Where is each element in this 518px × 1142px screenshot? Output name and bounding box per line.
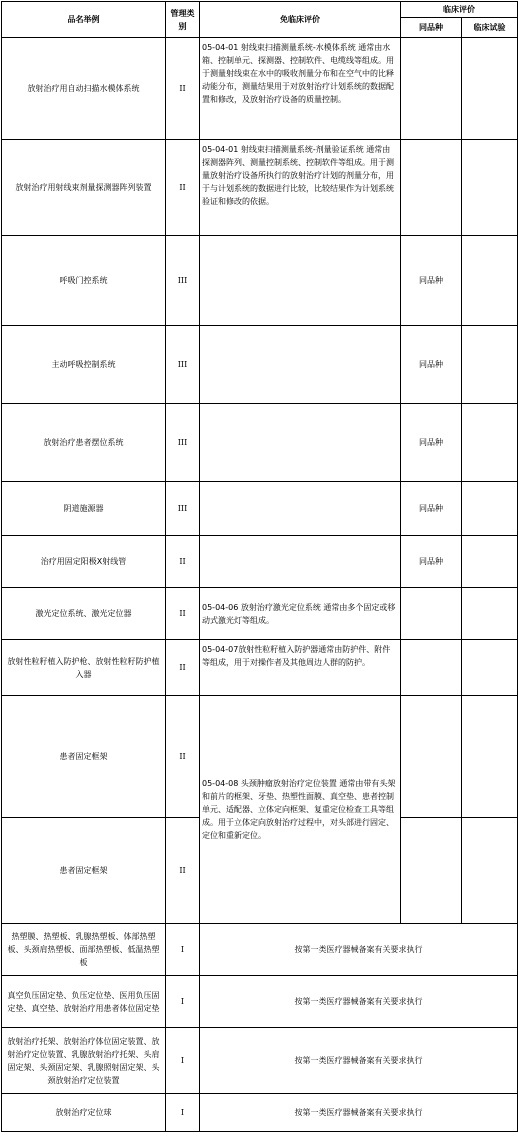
row-name: 放射治疗患者摆位系统 [2, 404, 166, 482]
table-row [2, 38, 518, 140]
row-class: II [166, 696, 200, 818]
table-row [2, 640, 518, 696]
table-row [2, 696, 518, 818]
header-name: 品名举例 [2, 2, 166, 38]
row-trial [462, 696, 518, 818]
row-desc [200, 482, 401, 536]
row-class: II [166, 536, 200, 588]
table-row [2, 1094, 518, 1132]
table-row [2, 404, 518, 482]
row-name: 激光定位系统、激光定位器 [2, 588, 166, 640]
row-class: I [166, 976, 200, 1028]
row-desc [200, 236, 401, 326]
table-row [2, 482, 518, 536]
header-exempt: 免临床评价 [200, 2, 401, 38]
row-same [401, 818, 462, 924]
row-desc: 05-04-07放射性粒籽植入防护器通常由防护件、附件等组成，用于对操作者及其他周边人群的防护。 [200, 640, 401, 696]
header-clinical-eval: 临床评价 [401, 2, 518, 18]
row-same: 同品种 [401, 536, 462, 588]
row-trial [462, 588, 518, 640]
table-row [2, 236, 518, 326]
row-trial [462, 640, 518, 696]
row-name: 患者固定框架 [2, 696, 166, 818]
row-desc: 05-04-01 射线束扫描测量系统-剂量验证系统 通常由探测器阵列、测量控制系统、控制软件等组成。用于测量放射治疗设备所执行的放射治疗计划的剂量分布，用于与计划系统的数据进行比较，比较结果作为计划系统验证和修改的依据。 [200, 140, 401, 236]
device-table [1, 1, 518, 1132]
row-same: 同品种 [401, 482, 462, 536]
row-class: III [166, 326, 200, 404]
row-trial [462, 536, 518, 588]
row-name: 呼吸门控系统 [2, 236, 166, 326]
row-class: I [166, 924, 200, 976]
row-trial [462, 482, 518, 536]
row-same: 同品种 [401, 326, 462, 404]
table-row [2, 326, 518, 404]
table-row [2, 976, 518, 1028]
table-row [2, 1028, 518, 1094]
row-trial [462, 818, 518, 924]
row-class: III [166, 482, 200, 536]
row-same [401, 140, 462, 236]
row-filing-note: 按第一类医疗器械备案有关要求执行 [200, 1094, 518, 1132]
row-class: II [166, 818, 200, 924]
row-name: 患者固定框架 [2, 818, 166, 924]
table-row [2, 536, 518, 588]
row-desc [200, 326, 401, 404]
header-same-variety: 同品种 [401, 18, 462, 38]
row-trial [462, 140, 518, 236]
row-trial [462, 236, 518, 326]
row-class: I [166, 1094, 200, 1132]
row-same: 同品种 [401, 236, 462, 326]
row-same [401, 38, 462, 140]
row-class: III [166, 236, 200, 326]
row-name: 放射性粒籽植入防护枪、放射性粒籽防护植入器 [2, 640, 166, 696]
table-row [2, 924, 518, 976]
row-name: 主动呼吸控制系统 [2, 326, 166, 404]
row-name: 放射治疗定位球 [2, 1094, 166, 1132]
row-class: III [166, 404, 200, 482]
row-same [401, 588, 462, 640]
row-name: 热塑膜、热塑板、乳腺热塑板、体部热塑板、头颈肩热塑板、面部热塑板、低温热塑板 [2, 924, 166, 976]
row-class: II [166, 38, 200, 140]
row-desc: 05-04-06 放射治疗激光定位系统 通常由多个固定或移动式激光灯等组成。 [200, 588, 401, 640]
row-name: 放射治疗托架、放射治疗体位固定装置、放射治疗定位装置、乳腺放射治疗托架、头肩固定架、头颈固定架、乳腺照射固定架、头颈放射治疗定位装置 [2, 1028, 166, 1094]
row-name: 放射治疗用射线束剂量探测器阵列装置 [2, 140, 166, 236]
row-same: 同品种 [401, 404, 462, 482]
row-name: 放射治疗用自动扫描水模体系统 [2, 38, 166, 140]
table-row [2, 588, 518, 640]
row-trial [462, 404, 518, 482]
row-filing-note: 按第一类医疗器械备案有关要求执行 [200, 1028, 518, 1094]
row-class: II [166, 140, 200, 236]
table-row [2, 140, 518, 236]
row-same [401, 696, 462, 818]
row-filing-note: 按第一类医疗器械备案有关要求执行 [200, 924, 518, 976]
row-name: 治疗用固定阳极X射线管 [2, 536, 166, 588]
row-name: 真空负压固定垫、负压定位垫、医用负压固定垫、真空垫、放射治疗用患者体位固定垫 [2, 976, 166, 1028]
row-desc: 05-04-01 射线束扫描测量系统-水模体系统 通常由水箱、控制单元、探测器、控制软件、电缆线等组成。用于测量射线束在水中的吸收剂量分布和在空气中的比释动能分布，测量结果用于对放射治疗计划系统的数据配置和修改，及放射治疗设备的质量控制。 [200, 38, 401, 140]
header-class: 管理类别 [166, 2, 200, 38]
row-desc: 05-04-08 头颈肿瘤放射治疗定位装置 通常由带有头架和前片的框架、牙垫、热塑性面膜、真空垫、患者控制单元、适配器、立体定向框架、复重定位检查工具等组成。用于立体定向放射治疗过程中，对头部进行固定、定位和重新定位。 [200, 696, 401, 924]
row-name: 阴道施源器 [2, 482, 166, 536]
row-class: II [166, 588, 200, 640]
row-trial [462, 326, 518, 404]
row-class: II [166, 640, 200, 696]
row-desc [200, 536, 401, 588]
row-class: I [166, 1028, 200, 1094]
row-desc [200, 404, 401, 482]
row-trial [462, 38, 518, 140]
header-clinical-trial: 临床试验 [462, 18, 518, 38]
row-filing-note: 按第一类医疗器械备案有关要求执行 [200, 976, 518, 1028]
row-same [401, 640, 462, 696]
